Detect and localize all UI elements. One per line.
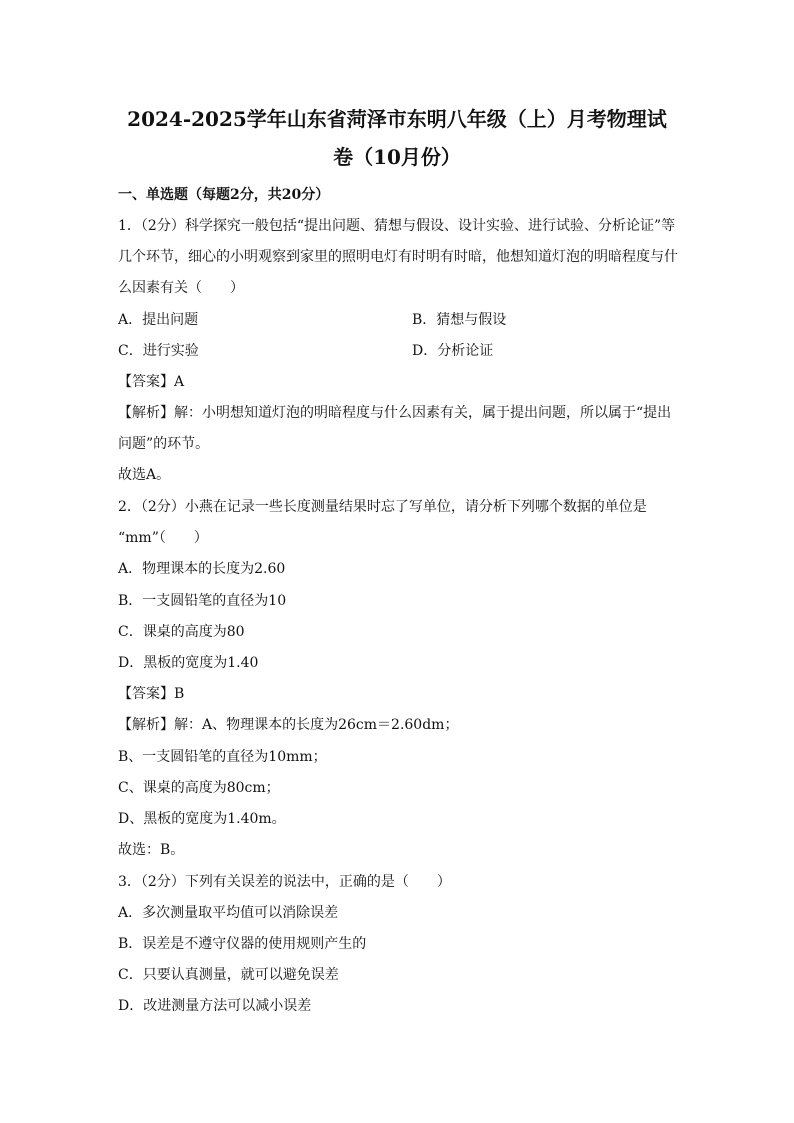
question-2-option-b: B．一支圆铅笔的直径为10	[118, 593, 287, 609]
question-1-option-b: B．猜想与假设	[412, 312, 507, 328]
question-1-analysis-line-2: 问题”的环节。	[118, 436, 210, 452]
question-2-conclusion: 故选：B。	[118, 842, 185, 858]
question-1-conclusion: 故选A。	[118, 467, 171, 483]
question-1-option-d: D．分析论证	[412, 343, 494, 359]
question-1-option-c: C．进行实验	[118, 343, 199, 359]
question-2-text-line-2: “mm”（ ）	[118, 530, 208, 546]
page-title-line-2: 卷（10月份）	[333, 145, 461, 169]
question-1-text-line-3: 么因素有关（ ）	[118, 280, 244, 296]
question-2-option-c: C．课桌的高度为80	[118, 624, 245, 640]
question-2-analysis-line-4: D、黑板的宽度为1.40m。	[118, 811, 286, 827]
question-2-analysis-line-3: C、课桌的高度为80cm；	[118, 780, 280, 796]
question-3-option-a: A．多次测量取平均值可以消除误差	[118, 905, 339, 921]
question-1-analysis-line-1: 【解析】解：小明想知道灯泡的明暗程度与什么因素有关，属于提出问题，所以属于“提出	[118, 405, 672, 421]
question-3-option-d: D．改进测量方法可以减小误差	[118, 998, 312, 1014]
question-2-option-a: A．物理课本的长度为2.60	[118, 561, 286, 577]
question-1-text-line-2: 几个环节，细心的小明观察到家里的照明电灯有时明有时暗，他想知道灯泡的明暗程度与什	[118, 249, 678, 265]
question-2-answer: 【答案】B	[118, 686, 185, 702]
question-2-text-line-1: 2．（2分）小燕在记录一些长度测量结果时忘了写单位，请分析下列哪个数据的单位是	[118, 499, 647, 515]
question-3-option-c: C．只要认真测量，就可以避免误差	[118, 967, 339, 983]
page-title-line-1: 2024-2025学年山东省菏泽市东明八年级（上）月考物理试	[127, 107, 667, 131]
question-3-option-b: B．误差是不遵守仪器的使用规则产生的	[118, 936, 367, 952]
question-2-analysis-line-1: 【解析】解：A、物理课本的长度为26cm＝2.60dm；	[118, 717, 459, 733]
question-1-text-line-1: 1．（2分）科学探究一般包括“提出问题、猜想与假设、设计实验、进行试验、分析论证”等	[118, 218, 676, 234]
section-heading: 一、单选题（每题2分，共20分）	[118, 187, 330, 203]
question-2-analysis-line-2: B、一支圆铅笔的直径为10mm；	[118, 749, 327, 765]
question-2-option-d: D．黑板的宽度为1.40	[118, 655, 259, 671]
question-1-option-a: A．提出问题	[118, 312, 199, 328]
question-1-answer: 【答案】A	[118, 374, 185, 390]
question-3-text-line-1: 3．（2分）下列有关误差的说法中，正确的是（ ）	[118, 874, 451, 890]
